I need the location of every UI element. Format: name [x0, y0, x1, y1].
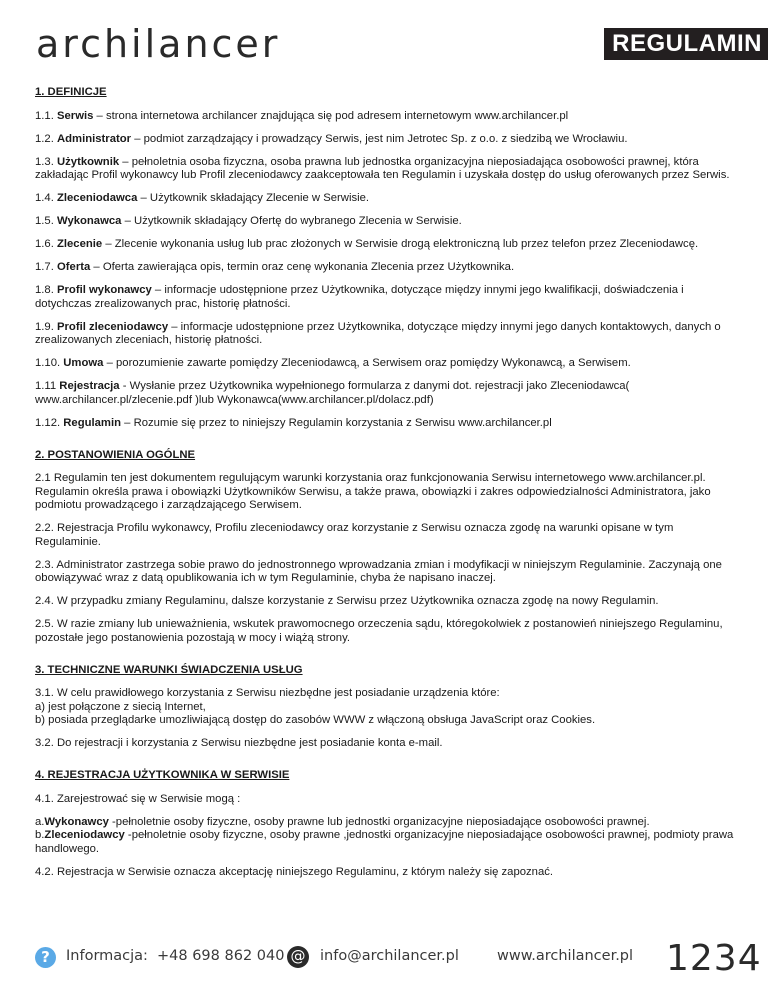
paragraph-text: 2.1 Regulamin ten jest dokumentem regulującym warunki korzystania oraz funkcjonowania Serwisu internetowego www.archilancer.pl. Regulamin określa prawa i obowiązki Użytkowników Serwisu, a także prawa, obowiązki i zakres odpowiedzialności Administratora, jako podmiotu prowadzącego i zarządzającego Serwisem. [35, 472, 711, 511]
info-label: Informacja: [66, 948, 148, 964]
paragraph-number: 1.4. [35, 192, 57, 204]
paragraph-text: – strona internetowa archilancer znajdująca się pod adresem internetowym www.archilancer.pl [93, 109, 569, 122]
paragraph-number: 1.12. [35, 416, 64, 429]
paragraph-number: 1.10. [35, 357, 64, 369]
defined-term: Wykonawca [56, 215, 122, 227]
paragraph [35, 417, 740, 431]
phone-number: +48 698 862 040 [157, 948, 285, 964]
paragraph-text: – podmiot zarządzający i prowadzący Serwis, jest nim Jetrotec Sp. z o.o. z siedzibą we Wrocławiu. [131, 132, 628, 145]
defined-term: Rejestracja [59, 380, 120, 392]
section-title: 4. REJESTRACJA UŻYTKOWNIKA W SERWISIE [35, 769, 290, 781]
paragraph [35, 816, 740, 830]
defined-term: Administrator [56, 132, 132, 145]
paragraph-text: 3.2. Do rejestracji i korzystania z Serwisu niezbędne jest posiadanie konta e-mail. [35, 737, 443, 749]
paragraph-number: 1.3. [35, 155, 57, 168]
paragraph-number: 1.8. [35, 284, 57, 296]
at-icon: @ [287, 946, 309, 968]
section-title: 1. DEFINICJE [35, 86, 107, 98]
paragraph-text: -pełnoletnie osoby fizyczne, osoby prawne ,jednostki organizacyjne nieposiadające osobowości prawnej, podmioty prawa handlowego. [35, 829, 734, 855]
page-number: 1234 [666, 938, 762, 979]
paragraph-number: 1.11 [35, 380, 60, 392]
paragraph [35, 261, 740, 275]
paragraph [35, 110, 740, 124]
paragraph [35, 793, 740, 807]
defined-term: Umowa [63, 357, 104, 369]
paragraph-text: 4.2. Rejestracja w Serwisie oznacza akceptację niniejszego Regulaminu, z którym należy się zapoznać. [35, 865, 554, 878]
defined-term: Serwis [56, 109, 94, 122]
paragraph-number: 1.2. [35, 132, 57, 145]
paragraph [35, 192, 740, 206]
paragraph-text: – Użytkownik składający Zlecenie w Serwisie. [137, 192, 370, 204]
paragraph-number: b. [35, 829, 45, 841]
defined-term: Zleceniodawca [56, 192, 138, 204]
paragraph [35, 595, 740, 609]
paragraph-text: 2.3. Administrator zastrzega sobie prawo do jednostronnego wprowadzania zmian i modyfikacji w niniejszym Regulaminie. Zaczynają one obowiązywać wraz z datą opublikowania ich w tym Regulaminie, chyba że napisano inaczej. [35, 558, 722, 584]
paragraph [35, 156, 740, 183]
paragraph-text: – pełnoletnia osoba fizyczna, osoba prawna lub jednostka organizacyjna nieposiadająca osobowości prawnej, która zakładając Profil wykonawcy lub Profil zleceniodawcy zaakceptowała ten Regulamin i uzyskała dostęp do usług oferowanych przez Serwis. [35, 155, 730, 181]
paragraph [35, 357, 740, 371]
paragraph-text: - Wysłanie przez Użytkownika wypełnionego formularza z danymi dot. rejestracji jako Zleceniodawca( www.archilancer.pl/zlecenie.pdf )lub Wykonawca(www.archilancer.pl/dolacz.pdf) [35, 380, 630, 406]
paragraph-number: 1.5. [35, 215, 57, 227]
paragraph [35, 522, 740, 549]
paragraph [35, 133, 740, 147]
paragraph [35, 829, 740, 856]
paragraph-text: 4.1. Zarejestrować się w Serwisie mogą : [35, 792, 241, 805]
paragraph-text: – informacje udostępnione przez Użytkownika, dotyczące między innymi jego kwalifikacji, doświadczenia i dotychczas zrealizowanych prac, historię płatności. [35, 284, 684, 310]
paragraph-text: 3.1. W celu prawidłowego korzystania z Serwisu niezbędne jest posiadanie urządzenia które: a) jest połączone z siecią Internet, b) posiada przeglądarke umozliwiającą dostęp do zasobów WWW z włączoną obsługa JavaScript oraz Cookies. [35, 687, 596, 726]
paragraph-text: 2.5. W razie zmiany lub unieważnienia, wskutek prawomocnego orzeczenia sądu, któregokolwiek z postanowień niniejszego Regulaminu, pozostałe jego postanowienia pozostają w mocy i wiążą strony. [35, 618, 723, 644]
defined-term: Profil zleceniodawcy [56, 320, 169, 333]
paragraph [35, 866, 740, 880]
paragraph [35, 238, 740, 252]
archilancer-logo: archilancer [36, 22, 281, 66]
page-header [0, 0, 768, 80]
defined-term: Użytkownik [56, 155, 120, 168]
paragraph-text: – Użytkownik składający Ofertę do wybranego Zlecenia w Serwisie. [121, 215, 462, 227]
defined-term: Regulamin [63, 416, 122, 429]
paragraph-number: 1.9. [35, 320, 57, 333]
paragraph-text: – Zlecenie wykonania usług lub prac złożonych w Serwisie drogą elektroniczną lub przez telefon przez Zleceniodawcę. [102, 238, 699, 250]
paragraph [35, 380, 740, 407]
paragraph [35, 284, 740, 311]
paragraph [35, 215, 740, 229]
paragraph-text: -pełnoletnie osoby fizyczne, osoby prawne lub jednostki organizacyjne nieposiadające osobowości prawnej. [108, 815, 650, 828]
paragraph-text: – Rozumie się przez to niniejszy Regulamin korzystania z Serwisu www.archilancer.pl [121, 416, 552, 429]
paragraph [35, 472, 740, 513]
paragraph-number: 1.7. [35, 261, 57, 273]
defined-term: Zlecenie [56, 238, 103, 250]
regulamin-badge: REGULAMIN [604, 28, 768, 60]
paragraph [35, 559, 740, 586]
question-icon: ? [35, 947, 56, 968]
section-title: 2. POSTANOWIENIA OGÓLNE [35, 448, 196, 461]
paragraph-text: 2.4. W przypadku zmiany Regulaminu, dalsze korzystanie z Serwisu przez Użytkownika oznacza zgodę na nowy Regulamin. [35, 595, 659, 607]
paragraph-number: 1.6. [35, 238, 57, 250]
paragraph-number: 1.1. [35, 109, 57, 122]
email-link[interactable]: info@archilancer.pl [320, 948, 459, 964]
paragraph [35, 737, 740, 751]
section-title: 3. TECHNICZNE WARUNKI ŚWIADCZENIA USŁUG [35, 663, 303, 676]
paragraph-text: 2.2. Rejestracja Profilu wykonawcy, Profilu zleceniodawcy oraz korzystanie z Serwisu oznacza zgodę na warunki opisane w tym Regulaminie. [35, 522, 674, 548]
document-body [35, 86, 740, 898]
paragraph [35, 687, 740, 728]
paragraph [35, 321, 740, 348]
defined-term: Wykonawcy [44, 815, 109, 828]
defined-term: Profil wykonawcy [56, 284, 152, 296]
paragraph-number: a. [35, 815, 45, 828]
page-footer [0, 938, 768, 978]
paragraph-text: – Oferta zawierająca opis, termin oraz cenę wykonania Zlecenia przez Użytkownika. [90, 261, 515, 273]
paragraph-text: – informacje udostępnione przez Użytkownika, dotyczące między innymi jego danych kontaktowych, danych o zrealizowanych zleceniach, historię płatności. [35, 320, 721, 346]
defined-term: Zleceniodawcy [44, 829, 125, 841]
defined-term: Oferta [56, 261, 91, 273]
paragraph [35, 618, 740, 645]
paragraph-text: – porozumienie zawarte pomiędzy Zleceniodawcą, a Serwisem oraz pomiędzy Wykonawcą, a Serwisem. [103, 357, 631, 369]
website-link[interactable]: www.archilancer.pl [497, 948, 634, 964]
